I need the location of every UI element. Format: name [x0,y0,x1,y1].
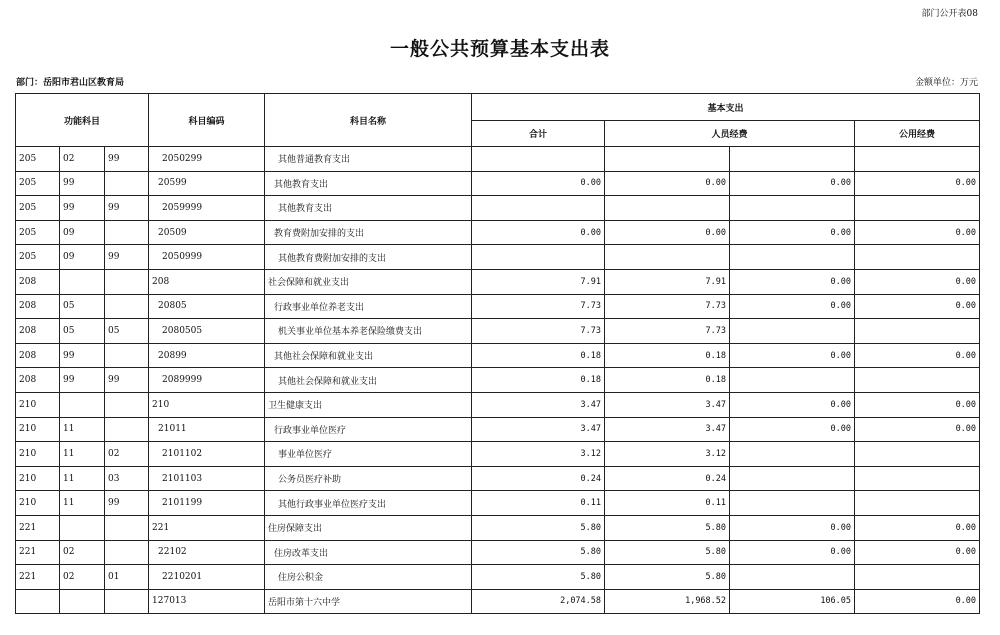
table-row [16,442,980,467]
public-cell [855,565,980,590]
subject-name-cell [265,196,472,221]
subject-name-text: 其他普通教育支出 [278,155,351,166]
kuan-cell [60,392,105,417]
table-row [16,147,980,172]
public-cell [855,368,980,393]
personnel-cell: 7.73 [605,319,730,344]
subject-code-cell [149,466,265,491]
total-cell [472,196,605,221]
subject-code-cell [149,417,265,442]
table-row [16,319,980,344]
kuan-cell: 05 [60,294,105,319]
subject-code-text: 2101102 [162,448,203,459]
class-cell: 210 [16,392,60,417]
subject-code-cell [149,171,265,196]
personnel-cell: 3.47 [605,417,730,442]
subject-code-cell [149,442,265,467]
kuan-cell: 05 [60,319,105,344]
personnel-cell: 0.18 [605,368,730,393]
table-row [16,466,980,491]
kuan-cell [60,515,105,540]
class-cell [16,589,60,614]
kuan-cell: 02 [60,147,105,172]
total-cell: 3.47 [472,417,605,442]
xiang-cell [105,220,149,245]
subject-name-cell [265,392,472,417]
class-cell: 205 [16,196,60,221]
personnel-extra-cell: 0.00 [730,343,855,368]
total-cell: 3.12 [472,442,605,467]
subject-name-cell [265,565,472,590]
kuan-cell: 09 [60,220,105,245]
xiang-cell [105,392,149,417]
personnel-extra-cell [730,368,855,393]
subject-name-text: 行政事业单位养老支出 [274,302,365,313]
subject-name-text: 机关事业单位基本养老保险缴费支出 [278,327,423,338]
total-cell: 0.00 [472,220,605,245]
personnel-cell: 3.47 [605,392,730,417]
class-cell: 221 [16,540,60,565]
xiang-cell: 99 [105,147,149,172]
total-cell: 5.80 [472,540,605,565]
class-cell: 205 [16,220,60,245]
personnel-cell: 0.11 [605,491,730,516]
subject-code-cell [149,515,265,540]
total-cell: 7.73 [472,319,605,344]
subject-code-text: 2050299 [162,153,203,164]
subject-code-cell [149,565,265,590]
kuan-cell: 99 [60,343,105,368]
subject-code-text: 20509 [158,227,187,238]
kuan-cell: 99 [60,368,105,393]
personnel-extra-cell: 0.00 [730,294,855,319]
subject-name-cell [265,368,472,393]
kuan-cell: 11 [60,491,105,516]
public-cell: 0.00 [855,294,980,319]
subject-code-cell [149,269,265,294]
subject-name-cell [265,466,472,491]
subject-name-cell [265,245,472,270]
subject-code-cell [149,343,265,368]
xiang-cell [105,171,149,196]
personnel-cell: 5.80 [605,540,730,565]
subject-code-text: 20899 [158,350,187,361]
subject-code-text: 208 [152,276,170,287]
class-cell: 210 [16,466,60,491]
table-row [16,417,980,442]
total-cell [472,245,605,270]
subject-code-cell [149,294,265,319]
public-cell [855,491,980,516]
xiang-cell [105,294,149,319]
subject-name-text: 其他社会保障和就业支出 [274,352,374,363]
class-cell: 208 [16,269,60,294]
table-row [16,491,980,516]
xiang-cell: 01 [105,565,149,590]
total-cell: 0.11 [472,491,605,516]
budget-table [15,93,980,614]
personnel-cell: 3.12 [605,442,730,467]
subject-name-text: 岳阳市第十六中学 [268,597,341,608]
subject-code-text: 2080505 [162,325,203,336]
subject-code-cell [149,392,265,417]
subject-code-text: 2210201 [162,571,203,582]
class-cell: 208 [16,294,60,319]
subject-name-text: 社会保障和就业支出 [268,278,350,289]
public-cell: 0.00 [855,515,980,540]
public-cell: 0.00 [855,392,980,417]
total-cell: 0.24 [472,466,605,491]
subject-code-text: 221 [152,522,170,533]
personnel-extra-cell [730,245,855,270]
subject-code-text: 2050999 [162,252,203,263]
subject-name-cell [265,442,472,467]
table-row [16,269,980,294]
xiang-cell [105,540,149,565]
subject-name-text: 教育费附加安排的支出 [274,229,365,240]
total-header: 合计 [472,121,605,147]
subject-name-cell [265,269,472,294]
class-cell: 205 [16,171,60,196]
personnel-cell [605,245,730,270]
table-row [16,220,980,245]
xiang-cell [105,269,149,294]
kuan-cell: 02 [60,540,105,565]
class-cell: 210 [16,417,60,442]
total-cell: 0.00 [472,171,605,196]
table-row [16,368,980,393]
table-row [16,392,980,417]
total-cell: 0.18 [472,343,605,368]
total-cell [472,147,605,172]
personnel-extra-cell [730,466,855,491]
func-subject-header: 功能科目 [16,94,149,147]
class-cell: 210 [16,442,60,467]
personnel-extra-cell: 0.00 [730,220,855,245]
personnel-cell: 0.00 [605,220,730,245]
table-row [16,171,980,196]
public-cell [855,196,980,221]
subject-name-cell [265,147,472,172]
table-row [16,565,980,590]
subject-code-text: 210 [152,399,170,410]
public-cell: 0.00 [855,220,980,245]
subject-name-text: 公务员医疗补助 [278,475,342,486]
subject-name-text: 住房公积金 [278,573,324,584]
kuan-cell: 11 [60,466,105,491]
class-cell: 210 [16,491,60,516]
subject-name-text: 卫生健康支出 [268,401,323,412]
personnel-cell: 5.80 [605,565,730,590]
personnel-extra-cell: 0.00 [730,171,855,196]
subject-code-text: 127013 [152,596,187,607]
personnel-cell: 7.73 [605,294,730,319]
subject-name-cell [265,540,472,565]
subject-name-cell [265,491,472,516]
public-header: 公用经费 [855,121,980,147]
public-cell [855,147,980,172]
personnel-extra-cell [730,491,855,516]
table-row [16,515,980,540]
xiang-cell: 05 [105,319,149,344]
xiang-cell: 99 [105,196,149,221]
subject-code-text: 2101103 [162,473,203,484]
form-number: 部门公开表08 [921,9,978,19]
public-cell: 0.00 [855,417,980,442]
kuan-cell: 99 [60,171,105,196]
class-cell: 208 [16,319,60,344]
kuan-cell: 11 [60,417,105,442]
public-cell [855,466,980,491]
xiang-cell: 99 [105,368,149,393]
personnel-extra-cell: 0.00 [730,392,855,417]
personnel-cell: 1,968.52 [605,589,730,614]
personnel-cell [605,147,730,172]
xiang-cell: 02 [105,442,149,467]
class-cell: 208 [16,368,60,393]
public-cell [855,442,980,467]
table-body [16,147,980,614]
public-cell: 0.00 [855,343,980,368]
xiang-cell [105,515,149,540]
amount-unit-label: 金额单位：万元 [914,78,978,88]
personnel-cell: 0.24 [605,466,730,491]
subject-name-cell [265,417,472,442]
subject-name-text: 事业单位医疗 [278,450,333,461]
subject-name-text: 住房保障支出 [268,524,323,535]
personnel-extra-cell [730,319,855,344]
class-cell: 221 [16,565,60,590]
total-cell: 7.73 [472,294,605,319]
class-cell: 208 [16,343,60,368]
public-cell [855,245,980,270]
subject-code-cell [149,245,265,270]
subject-name-cell [265,319,472,344]
total-cell: 5.80 [472,565,605,590]
subject-name-header: 科目名称 [265,94,472,147]
xiang-cell [105,417,149,442]
subject-code-text: 20805 [158,301,187,312]
subject-code-cell [149,491,265,516]
total-cell: 0.18 [472,368,605,393]
kuan-cell: 09 [60,245,105,270]
subject-name-text: 住房改革支出 [274,548,329,559]
subject-code-text: 2101199 [162,498,203,509]
subject-code-text: 2089999 [162,375,203,386]
subject-code-text: 21011 [158,424,187,435]
personnel-extra-cell: 0.00 [730,269,855,294]
department-label: 部门：岳阳市君山区教育局 [16,78,125,88]
subject-name-cell [265,171,472,196]
subject-name-cell [265,220,472,245]
kuan-cell [60,589,105,614]
xiang-cell: 99 [105,245,149,270]
total-cell: 3.47 [472,392,605,417]
personnel-extra-cell [730,442,855,467]
page-title: 一般公共预算基本支出表 [389,38,610,60]
personnel-cell: 5.80 [605,515,730,540]
subject-code-text: 20599 [158,178,187,189]
subject-name-cell [265,343,472,368]
total-cell: 7.91 [472,269,605,294]
table-row [16,343,980,368]
subject-code-cell [149,196,265,221]
personnel-extra-cell: 0.00 [730,540,855,565]
table-row [16,196,980,221]
personnel-cell: 0.00 [605,171,730,196]
subject-name-text: 其他教育支出 [278,204,333,215]
subject-code-cell [149,319,265,344]
class-cell: 205 [16,245,60,270]
subject-code-cell [149,220,265,245]
xiang-cell: 99 [105,491,149,516]
subject-code-text: 22102 [158,547,187,558]
personnel-cell: 7.91 [605,269,730,294]
subject-code-header: 科目编码 [149,94,265,147]
subject-code-cell [149,147,265,172]
total-cell: 5.80 [472,515,605,540]
personnel-extra-cell [730,196,855,221]
public-cell: 0.00 [855,171,980,196]
subject-name-text: 其他教育支出 [274,179,329,190]
kuan-cell [60,269,105,294]
table-row [16,245,980,270]
subject-code-text: 2059999 [162,202,203,213]
xiang-cell: 03 [105,466,149,491]
personnel-extra-cell: 106.05 [730,589,855,614]
subject-name-text: 行政事业单位医疗 [274,425,347,436]
subject-code-cell [149,589,265,614]
class-cell: 221 [16,515,60,540]
subject-name-cell [265,294,472,319]
personnel-extra-cell: 0.00 [730,515,855,540]
public-cell: 0.00 [855,269,980,294]
table-row [16,294,980,319]
personnel-extra-cell: 0.00 [730,417,855,442]
subject-name-text: 其他社会保障和就业支出 [278,376,378,387]
basic-expense-header: 基本支出 [472,94,980,121]
personnel-extra-cell [730,147,855,172]
personnel-extra-cell [730,565,855,590]
kuan-cell: 11 [60,442,105,467]
public-cell [855,319,980,344]
table-row [16,540,980,565]
kuan-cell: 02 [60,565,105,590]
personnel-cell: 0.18 [605,343,730,368]
public-cell: 0.00 [855,540,980,565]
subject-name-cell [265,515,472,540]
public-cell: 0.00 [855,589,980,614]
total-cell: 2,074.58 [472,589,605,614]
subject-name-cell [265,589,472,614]
personnel-cell [605,196,730,221]
personnel-header: 人员经费 [605,121,855,147]
subject-name-text: 其他教育费附加安排的支出 [278,253,387,264]
subject-name-text: 其他行政事业单位医疗支出 [278,499,387,510]
class-cell: 205 [16,147,60,172]
table-row [16,589,980,614]
subject-code-cell [149,540,265,565]
subject-code-cell [149,368,265,393]
xiang-cell [105,589,149,614]
kuan-cell: 99 [60,196,105,221]
xiang-cell [105,343,149,368]
